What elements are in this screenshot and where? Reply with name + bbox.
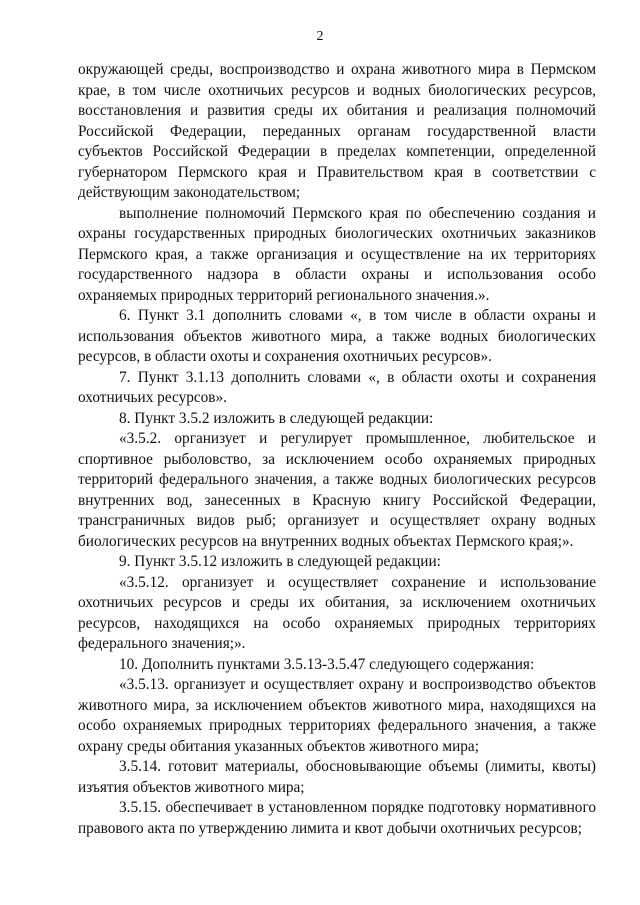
paragraph-clause-3-5-14: 3.5.14. готовит материалы, обосновывающие объемы (лимиты, квоты) изъятия объектов животного мира; [78,758,596,796]
paragraph-clause-3-5-15: 3.5.15. обеспечивает в установленном порядке подготовку нормативного правового акта по утверждению лимита и квот добычи охотничьих ресурсов; [78,799,596,837]
page-number: 2 [316,29,324,44]
paragraph: выполнение полномочий Пермского края по обеспечению создания и охраны государственных природных биологических охотничьих заказников Пермского края, а также организация и осуществление на их территориях государственного надзора в области охраны и использования особо охраняемых природных территорий регионального значения.». [78,204,596,304]
paragraph-clause-3-5-13: «3.5.13. организует и осуществляет охрану и воспроизводство объектов животного мира, за исключением объектов животного мира, находящихся на особо охраняемых природных территориях федерального значения, а также охрану среды обитания указанных объектов животного мира; [78,676,596,755]
document-body [78,60,596,839]
paragraph-item-8: 8. Пункт 3.5.2 изложить в следующей редакции: [119,409,434,427]
paragraph-clause-3-5-12: «3.5.12. организует и осуществляет сохранение и использование охотничьих ресурсов и среды их обитания, за исключением охотничьих ресурсов, находящихся на особо охраняемых природных территориях федерального значения;». [78,573,596,652]
paragraph-item-7: 7. Пункт 3.1.13 дополнить словами «, в области охоты и сохранения охотничьих ресурсов». [78,368,596,406]
paragraph-clause-3-5-2: «3.5.2. организует и регулирует промышленное, любительское и спортивное рыболовство, за исключением особо охраняемых природных территорий федерального значения, а также водных биологических ресурсов внутренних вод, занесенных в Красную книгу Российской Федерации, трансграничных видов рыб; организует и осуществляет охрану водных биологических ресурсов на внутренних водных объектах Пермского края;». [78,430,596,550]
paragraph-item-9: 9. Пункт 3.5.12 изложить в следующей редакции: [119,553,441,570]
paragraph-continuation: окружающей среды, воспроизводство и охрана животного мира в Пермском крае, в том числе охотничьих ресурсов и водных биологических ресурсов, восстановления и развития среды их обитания и реализация полномочий Российской Федерации, переданных органам государственной власти субъектов Российской Федерации в пределах компетенции, определенной губернатором Пермского края и Правительством края в соответствии с действующим законодательством; [78,61,596,201]
paragraph-item-6: 6. Пункт 3.1 дополнить словами «, в том числе в области охраны и использования объектов животного мира, а также водных биологических ресурсов, в области охоты и сохранения охотничьих ресурсов». [78,307,596,365]
paragraph-item-10: 10. Дополнить пунктами 3.5.13-3.5.47 следующего содержания: [119,655,535,673]
